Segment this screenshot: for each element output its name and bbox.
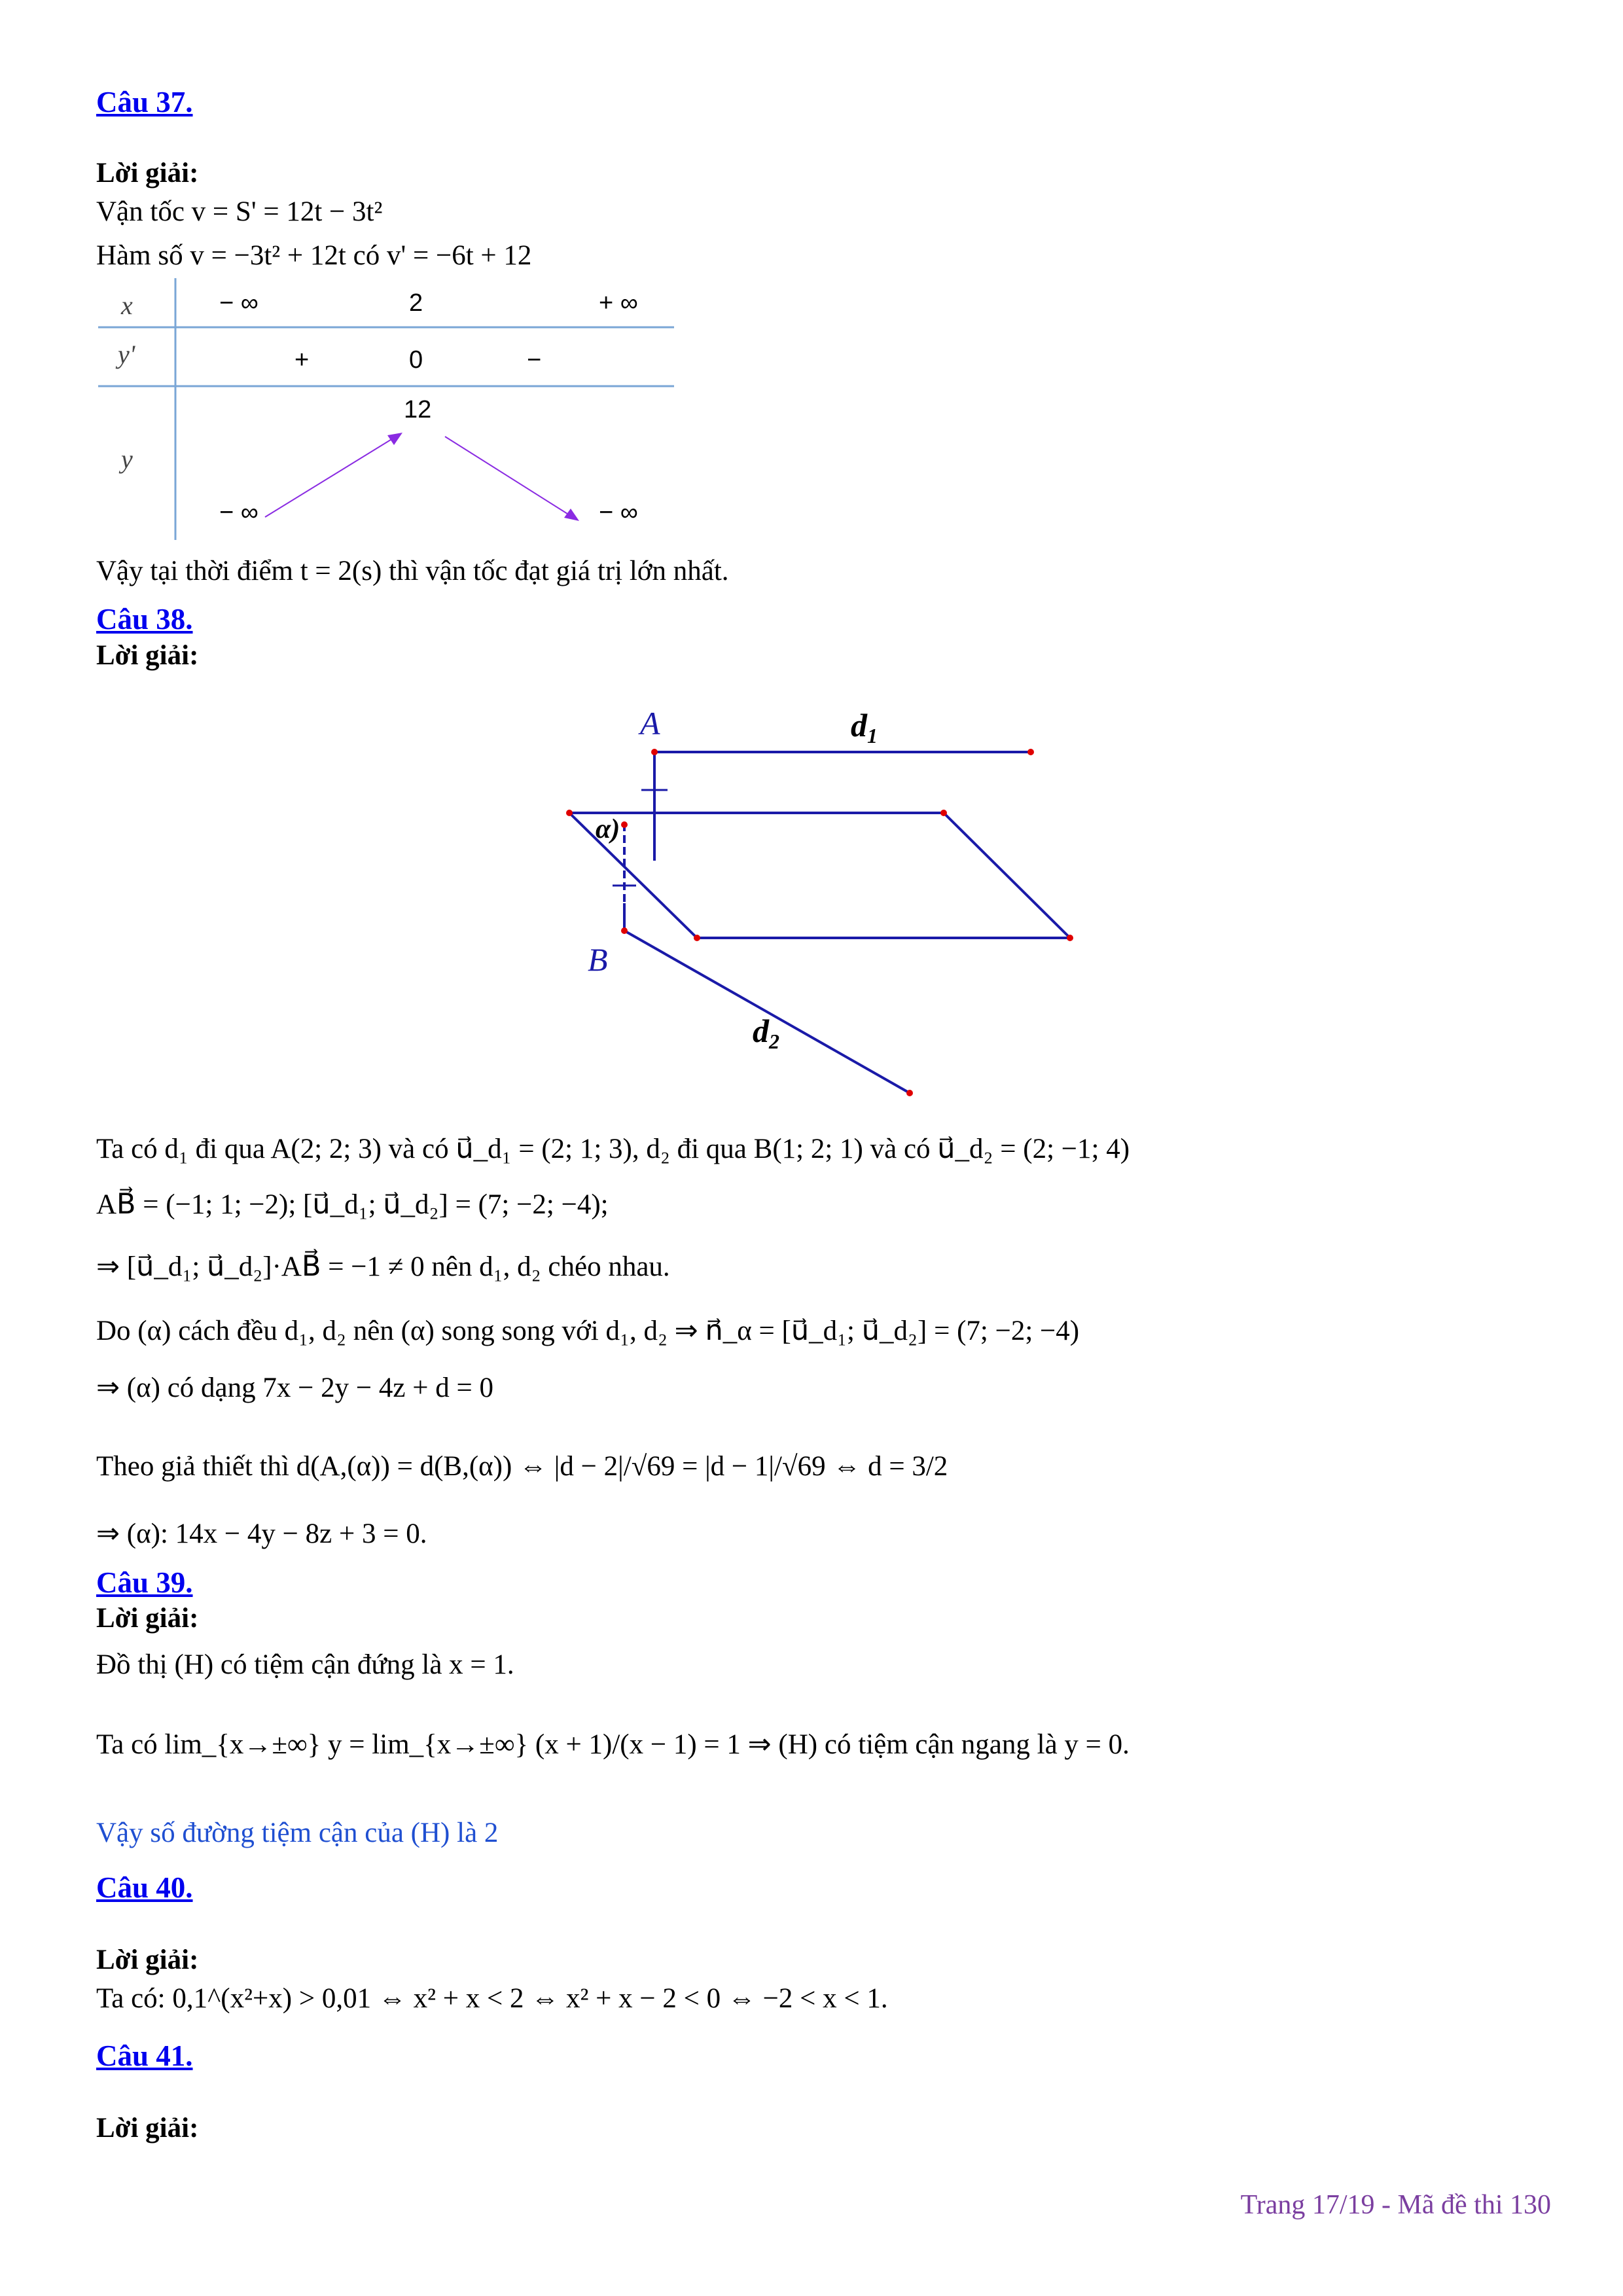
row-x-label: x (121, 291, 133, 320)
q37-solution-label: Lời giải: (96, 158, 199, 188)
q37-line2: Hàm số v = −3t² + 12t có v' = −6t + 12 (96, 240, 532, 271)
yprime-sign: + (294, 346, 310, 374)
x-value: 2 (409, 289, 423, 317)
q39-heading: Câu 39. (96, 1566, 193, 1599)
point (621, 927, 628, 934)
point (651, 749, 658, 755)
x-value: + ∞ (599, 289, 638, 317)
geometry-figure (543, 694, 1106, 1119)
point (694, 935, 700, 941)
point (940, 810, 947, 816)
q38-solution-label: Lời giải: (96, 640, 199, 671)
label-a: A (640, 705, 660, 742)
q39-line3: Vậy số đường tiệm cận của (H) là 2 (96, 1818, 499, 1848)
label-d1: $d_1$ (851, 707, 878, 747)
q37-conclusion: Vậy tại thời điểm t = 2(s) thì vận tốc đạt giá trị lớn nhất. (96, 556, 729, 586)
point (621, 821, 628, 828)
variation-table (92, 278, 681, 547)
row-yprime-label: y' (118, 340, 135, 369)
plane-edge (944, 813, 1070, 938)
y-left: − ∞ (219, 499, 259, 526)
increasing-arrow (265, 437, 396, 517)
q41-heading: Câu 41. (96, 2039, 193, 2072)
arrow-head-icon (564, 509, 579, 521)
q38-line4: Do (α) cách đều d₁, d₂ nên (α) song song với d₁, d₂ ⇒ n⃗_α = [u⃗_d₁; u⃗_d₂] = (7; −2; −4) (96, 1316, 1080, 1346)
q38-line1: Ta có d₁ đi qua A(2; 2; 3) và có u⃗_d₁ = (2; 1; 3), d₂ đi qua B(1; 2; 1) và có u⃗_d₂ = (2; −1; 4) (96, 1134, 1130, 1164)
yprime-zero: 0 (409, 346, 423, 374)
q38-line2: AB⃗ = (−1; 1; −2); [u⃗_d₁; u⃗_d₂] = (7; −2; −4); (96, 1189, 609, 1220)
point (566, 810, 573, 816)
x-value: − ∞ (219, 289, 259, 317)
label-b: B (588, 941, 608, 978)
q38-line7: ⇒ (α): 14x − 4y − 8z + 3 = 0. (96, 1518, 427, 1549)
q38-line5: ⇒ (α) có dạng 7x − 2y − 4z + d = 0 (96, 1372, 493, 1403)
q37-heading: Câu 37. (96, 86, 193, 118)
point (1027, 749, 1034, 755)
q40-line1: Ta có: 0,1^(x²+x) > 0,01 ⇔ x² + x < 2 ⇔ x² + x − 2 < 0 ⇔ −2 < x < 1. (96, 1983, 888, 2014)
point (1067, 935, 1073, 941)
q39-line1: Đồ thị (H) có tiệm cận đứng là x = 1. (96, 1649, 514, 1680)
label-d2: $d_2$ (753, 1013, 779, 1053)
row-y-label: y (121, 444, 133, 474)
plane-edge (569, 813, 697, 938)
q37-line1: Vận tốc v = S' = 12t − 3t² (96, 196, 383, 227)
q38-heading: Câu 38. (96, 603, 193, 636)
q39-line2: Ta có lim_{x→±∞} y = lim_{x→±∞} (x + 1)/(x − 1) = 1 ⇒ (H) có tiệm cận ngang là y = 0. (96, 1729, 1130, 1760)
arrow-head-icon (387, 433, 402, 445)
line-d2 (624, 931, 910, 1093)
q39-solution-label: Lời giải: (96, 1603, 199, 1634)
decreasing-arrow (445, 437, 573, 517)
point (906, 1090, 913, 1096)
y-max: 12 (404, 396, 432, 423)
label-alpha: α) (596, 814, 620, 844)
q40-solution-label: Lời giải: (96, 1945, 199, 1975)
q38-line3: ⇒ [u⃗_d₁; u⃗_d₂]·AB⃗ = −1 ≠ 0 nên d₁, d₂ chéo nhau. (96, 1251, 670, 1282)
q41-solution-label: Lời giải: (96, 2113, 199, 2144)
q40-heading: Câu 40. (96, 1871, 193, 1904)
page-footer: Trang 17/19 - Mã đề thi 130 (1240, 2190, 1551, 2220)
yprime-sign: − (527, 346, 542, 374)
y-right: − ∞ (599, 499, 638, 526)
q38-line6: Theo giả thiết thì d(A,(α)) = d(B,(α)) ⇔ |d − 2|/√69 = |d − 1|/√69 ⇔ d = 3/2 (96, 1451, 948, 1482)
